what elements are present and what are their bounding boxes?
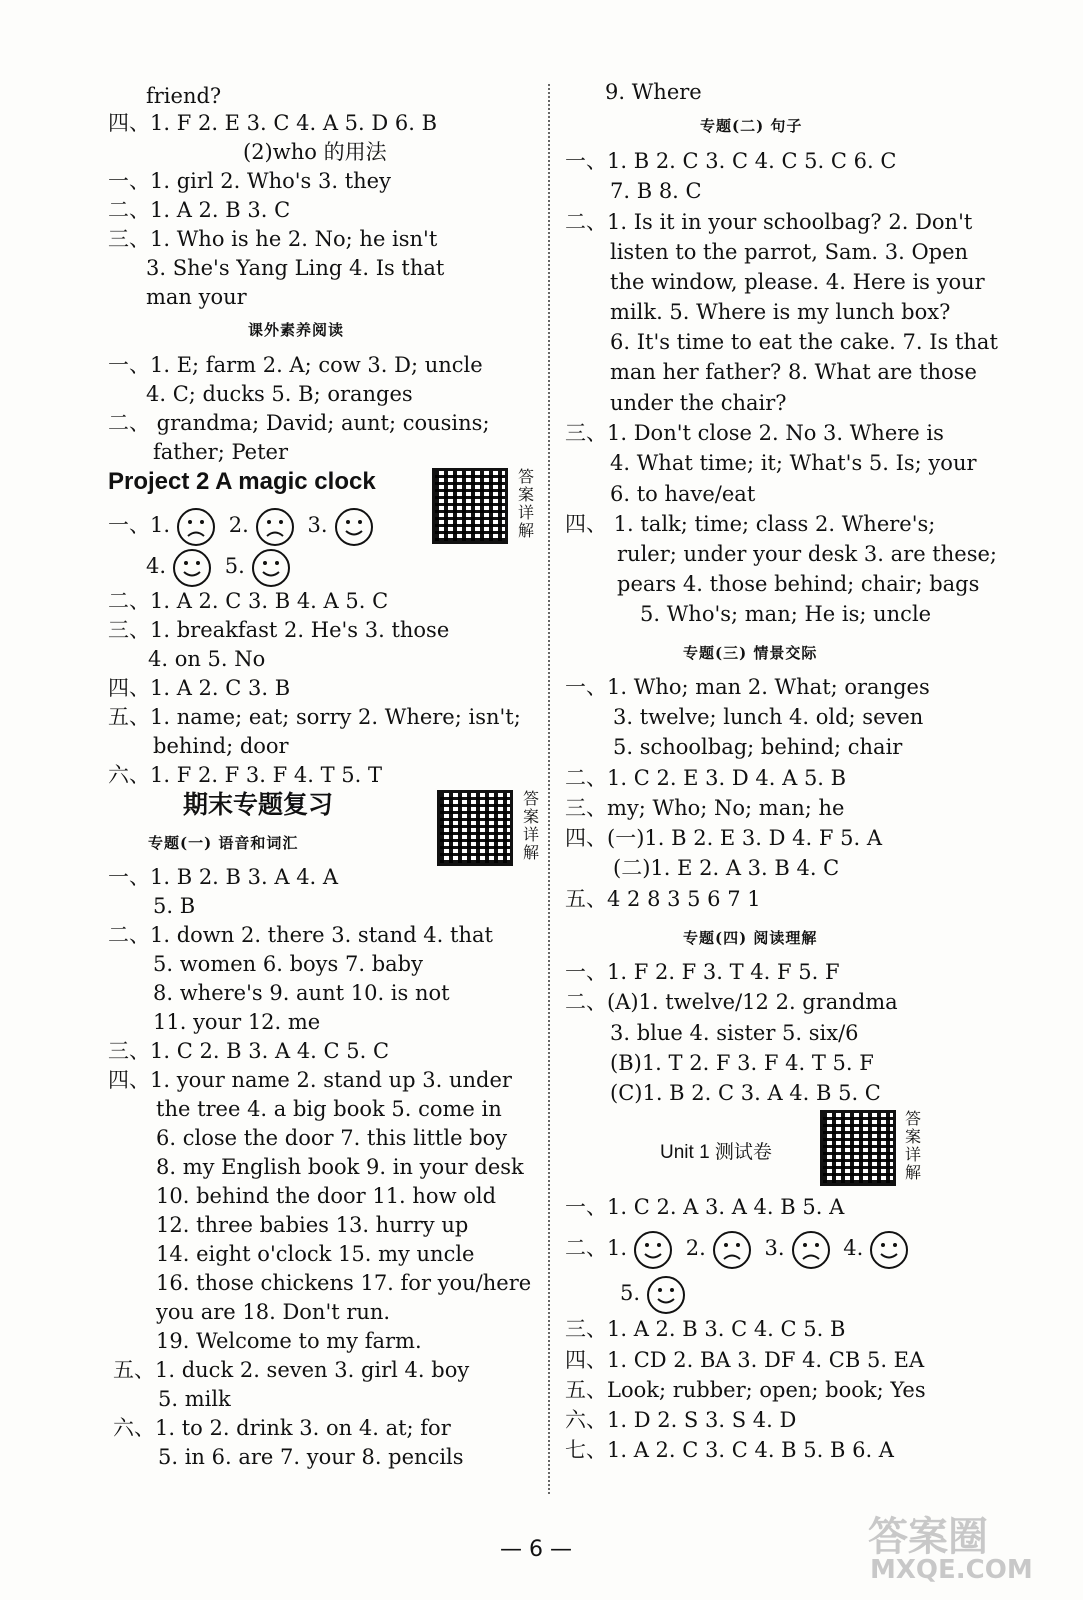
answer-line: ruler; under your desk 3. are these;	[617, 542, 997, 566]
sad-face-icon	[255, 507, 295, 547]
answer-line: 16. those chickens 17. for you/here	[156, 1271, 532, 1295]
answer-line: man her father? 8. What are those	[610, 360, 977, 384]
item-label: 4.	[146, 554, 167, 578]
answer-line: 一、1. B 2. C 3. C 4. C 5. C 6. C	[565, 149, 897, 173]
item-label: 5.	[620, 1281, 641, 1305]
answer-line: 四、1. your name 2. stand up 3. under	[108, 1068, 512, 1092]
qr-code[interactable]	[432, 468, 508, 544]
qr-label: 答案详解	[905, 1109, 922, 1182]
answer-line: 二、1. down 2. there 3. stand 4. that	[108, 923, 493, 947]
answer-line: 3. She's Yang Ling 4. Is that	[146, 256, 445, 280]
answer-line: 6. It's time to eat the cake. 7. Is that	[610, 330, 998, 354]
answer-line: behind; door	[153, 734, 289, 758]
answer-line: 5. in 6. are 7. your 8. pencils	[158, 1445, 464, 1469]
item-label: 3.	[307, 513, 328, 537]
answer-line: 5. schoolbag; behind; chair	[613, 735, 903, 759]
answer-line: 二、 grandma; David; aunt; cousins;	[108, 411, 490, 435]
answer-line: 一、1. E; farm 2. A; cow 3. D; uncle	[108, 353, 483, 377]
answer-line: (B)1. T 2. F 3. F 4. T 5. F	[610, 1051, 874, 1075]
watermark-url: MXQE.COM	[870, 1555, 1033, 1585]
item-label: 二、1.	[565, 1236, 628, 1260]
face-row	[620, 1273, 692, 1315]
answer-line: 五、4 2 8 3 5 6 7 1	[565, 887, 761, 911]
answer-line: father; Peter	[153, 440, 288, 464]
item-label: 4.	[843, 1236, 864, 1260]
answer-line: 19. Welcome to my farm.	[156, 1329, 422, 1353]
answer-line: milk. 5. Where is my lunch box?	[610, 300, 951, 324]
unit-title: Unit 1 测试卷	[660, 1142, 772, 1163]
answer-line: (二)1. E 2. A 3. B 4. C	[613, 856, 840, 880]
answer-line: you are 18. Don't run.	[156, 1300, 391, 1324]
final-review-title: 期末专题复习	[183, 790, 334, 819]
happy-face-icon	[869, 1230, 909, 1270]
answer-line: 8. my English book 9. in your desk	[156, 1155, 524, 1179]
item-label: 2.	[228, 513, 249, 537]
qr-code[interactable]	[437, 790, 513, 866]
answer-line: 9. Where	[605, 80, 702, 104]
answer-line: 4. C; ducks 5. B; oranges	[146, 382, 413, 406]
answer-line: 二、1. A 2. C 3. B 4. A 5. C	[108, 589, 389, 613]
topic-heading: 专题(二) 句子	[700, 117, 803, 135]
answer-line: 五、1. name; eat; sorry 2. Where; isn't;	[108, 705, 521, 729]
answer-line: 六、1. to 2. drink 3. on 4. at; for	[113, 1416, 451, 1440]
sad-face-icon	[712, 1230, 752, 1270]
happy-face-icon	[633, 1230, 673, 1270]
answer-line: 5. milk	[158, 1387, 231, 1411]
answer-line: man your	[146, 285, 247, 309]
face-row	[108, 505, 380, 547]
item-label: 2.	[685, 1236, 706, 1260]
item-label: 5.	[224, 554, 245, 578]
answer-line: 三、1. A 2. B 3. C 4. C 5. B	[565, 1317, 846, 1341]
answer-line: 一、1. Who; man 2. What; oranges	[565, 675, 930, 699]
sad-face-icon	[791, 1230, 831, 1270]
answer-line: the window, please. 4. Here is your	[610, 270, 985, 294]
answer-line: 5. women 6. boys 7. baby	[153, 952, 423, 976]
answer-line: 5. B	[153, 894, 196, 918]
qr-label: 答案详解	[518, 467, 535, 540]
answer-line: 一、1. B 2. B 3. A 4. A	[108, 865, 339, 889]
happy-face-icon	[334, 507, 374, 547]
watermark-logo: 答案圈	[868, 1514, 988, 1560]
happy-face-icon	[172, 548, 212, 588]
sad-face-icon	[176, 507, 216, 547]
answer-line: 11. your 12. me	[153, 1010, 321, 1034]
answer-line: 3. twelve; lunch 4. old; seven	[613, 705, 924, 729]
answer-line: 一、1. C 2. A 3. A 4. B 5. A	[565, 1195, 845, 1219]
answer-line: under the chair?	[610, 391, 787, 415]
answer-line: 一、1. F 2. F 3. T 4. F 5. F	[565, 960, 840, 984]
answer-line: 三、1. Who is he 2. No; he isn't	[108, 227, 438, 251]
answer-line: listen to the parrot, Sam. 3. Open	[610, 240, 969, 264]
answer-line: 四、1. CD 2. BA 3. DF 4. CB 5. EA	[565, 1348, 925, 1372]
answer-line: (C)1. B 2. C 3. A 4. B 5. C	[610, 1081, 881, 1105]
happy-face-icon	[251, 548, 291, 588]
qr-code[interactable]	[820, 1110, 896, 1186]
answer-line: 二、1. C 2. E 3. D 4. A 5. B	[565, 766, 847, 790]
topic-heading: 专题(三) 情景交际	[683, 644, 818, 662]
answer-line: 三、1. breakfast 2. He's 3. those	[108, 618, 450, 642]
item-label: 3.	[764, 1236, 785, 1260]
answer-line: 三、1. C 2. B 3. A 4. C 5. C	[108, 1039, 390, 1063]
answer-line: 四、 1. talk; time; class 2. Where's;	[565, 512, 936, 536]
column-divider	[548, 84, 550, 1494]
qr-label: 答案详解	[523, 789, 540, 862]
happy-face-icon	[646, 1275, 686, 1315]
answer-line: 12. three babies 13. hurry up	[156, 1213, 469, 1237]
answer-line: 四、1. F 2. E 3. C 4. A 5. D 6. B	[108, 111, 438, 135]
answer-line: 3. blue 4. sister 5. six/6	[610, 1021, 859, 1045]
answer-line: 4. What time; it; What's 5. Is; your	[610, 451, 977, 475]
answer-line: pears 4. those behind; chair; bags	[617, 572, 980, 596]
answer-line: 四、(一)1. B 2. E 3. D 4. F 5. A	[565, 826, 882, 850]
topic-heading: 专题(一) 语音和词汇	[148, 834, 299, 852]
answer-line: 14. eight o'clock 15. my uncle	[156, 1242, 475, 1266]
face-row	[565, 1228, 915, 1270]
answer-line: 六、1. F 2. F 3. F 4. T 5. T	[108, 763, 382, 787]
answer-line: 五、1. duck 2. seven 3. girl 4. boy	[113, 1358, 470, 1382]
answer-line: friend?	[146, 84, 222, 108]
answer-line: 6. close the door 7. this little boy	[156, 1126, 508, 1150]
section-heading: 课外素养阅读	[248, 321, 345, 339]
item-label: 一、1.	[108, 513, 171, 537]
answer-line: 三、1. Don't close 2. No 3. Where is	[565, 421, 944, 445]
project-title: Project 2 A magic clock	[108, 468, 376, 495]
answer-line: 二、1. Is it in your schoolbag? 2. Don't	[565, 210, 973, 234]
face-row	[146, 546, 297, 588]
answer-line: 5. Who's; man; He is; uncle	[640, 602, 932, 626]
answer-line: the tree 4. a big book 5. come in	[156, 1097, 502, 1121]
answer-line: 五、Look; rubber; open; book; Yes	[565, 1378, 926, 1402]
subsection-title: (2)who 的用法	[243, 140, 387, 164]
answer-line: 四、1. A 2. C 3. B	[108, 676, 291, 700]
answer-line: 6. to have/eat	[610, 482, 756, 506]
answer-line: 10. behind the door 11. how old	[156, 1184, 497, 1208]
answer-line: 七、1. A 2. C 3. C 4. B 5. B 6. A	[565, 1438, 894, 1462]
answer-line: 一、1. girl 2. Who's 3. they	[108, 169, 391, 193]
answer-line: 7. B 8. C	[610, 179, 702, 203]
page-number: — 6 —	[500, 1537, 572, 1562]
answer-line: 三、my; Who; No; man; he	[565, 796, 845, 820]
answer-line: 六、1. D 2. S 3. S 4. D	[565, 1408, 797, 1432]
answer-line: 8. where's 9. aunt 10. is not	[153, 981, 450, 1005]
answer-line: 4. on 5. No	[148, 647, 266, 671]
topic-heading: 专题(四) 阅读理解	[683, 929, 818, 947]
answer-line: 二、1. A 2. B 3. C	[108, 198, 291, 222]
answer-line: 二、(A)1. twelve/12 2. grandma	[565, 990, 898, 1014]
